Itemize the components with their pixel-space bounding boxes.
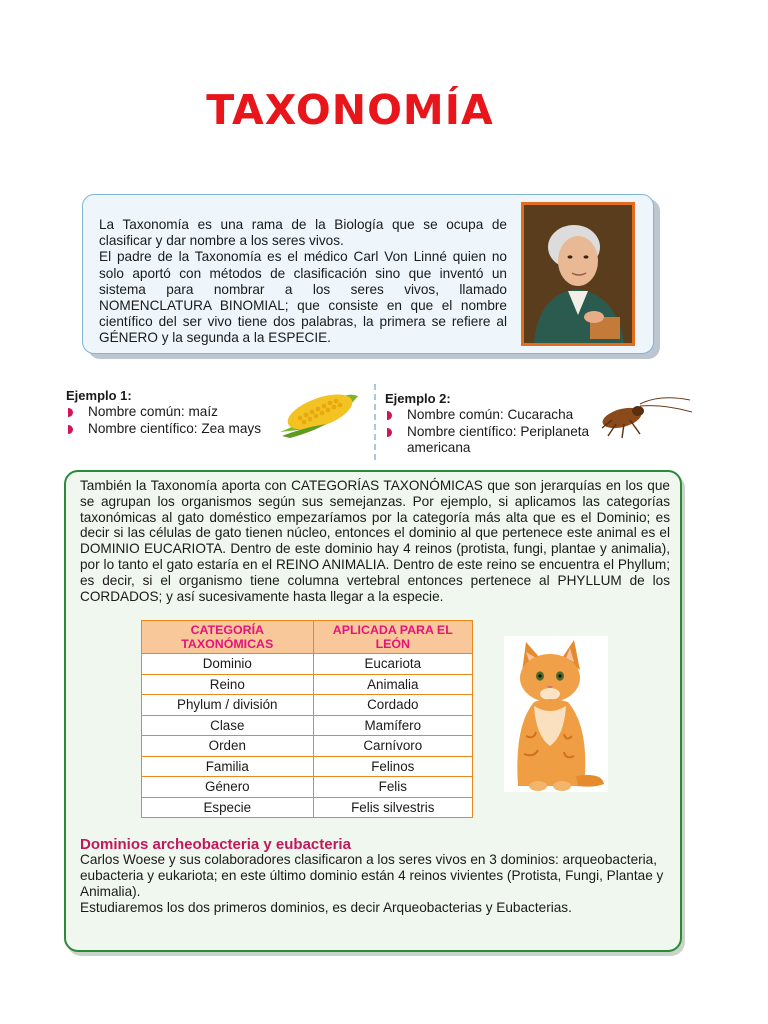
- table-cell: Orden: [142, 736, 314, 757]
- cockroach-image: [600, 390, 692, 440]
- table-row: [142, 756, 473, 777]
- example-2: [385, 391, 605, 457]
- table-cell: Felis silvestris: [313, 797, 472, 818]
- bullet-icon: [387, 411, 392, 420]
- table-row: [142, 654, 473, 675]
- bullet-icon: [68, 408, 73, 417]
- list-item: Nombre común: maíz: [66, 404, 261, 420]
- domains-paragraph-2: Estudiaremos los dos primeros dominios, es decir Arqueobacterias y Eubacterias.: [80, 900, 572, 915]
- divider: [374, 384, 376, 460]
- table-cell: Cordado: [313, 695, 472, 716]
- table-cell: Phylum / división: [142, 695, 314, 716]
- table-cell: Dominio: [142, 654, 314, 675]
- domains-section-text: [80, 852, 674, 916]
- cat-image: [504, 636, 608, 792]
- table-cell: Mamífero: [313, 715, 472, 736]
- linnaeus-portrait: [521, 202, 635, 346]
- bullet-icon: [387, 428, 392, 437]
- table-cell: Familia: [142, 756, 314, 777]
- list-item: Nombre científico: Zea mays: [66, 421, 261, 437]
- bullet-icon: [68, 425, 73, 434]
- table-cell: Felis: [313, 777, 472, 798]
- table-cell: Reino: [142, 674, 314, 695]
- table-cell: Carnívoro: [313, 736, 472, 757]
- domains-paragraph-1: Carlos Woese y sus colaboradores clasificaron a los seres vivos en 3 dominios: arqueobacteria, eubacteria y eukariota; en este último dominio están 4 reinos vivientes (Protista, Fungi, Plantae y Animalia).: [80, 852, 664, 899]
- intro-paragraph-2: El padre de la Taxonomía es el médico Carl Von Linné quien no solo aportó con métodos de clasificación sino que inventó un sistema para nombrar a los seres vivos, llamado NOMENCLATURA BINOMIAL; que consiste en que el nombre científico del ser vivo tiene dos palabras, la primera se refiere al GÉNERO y la segunda a la ESPECIE.: [99, 249, 507, 346]
- table-header: CATEGORÍA TAXONÓMICAS: [142, 621, 314, 654]
- page-title: TAXONOMÍA: [206, 86, 494, 134]
- table-cell: Especie: [142, 797, 314, 818]
- table-row: [142, 736, 473, 757]
- table-cell: Género: [142, 777, 314, 798]
- intro-paragraph-1: La Taxonomía es una rama de la Biología que se ocupa de clasificar y dar nombre a los seres vivos.: [99, 217, 507, 249]
- table-row: [142, 777, 473, 798]
- intro-box: [82, 194, 654, 354]
- intro-text: [99, 217, 507, 347]
- table-cell: Animalia: [313, 674, 472, 695]
- taxonomy-table: [141, 620, 473, 818]
- corn-image: [276, 382, 366, 438]
- table-cell: Clase: [142, 715, 314, 736]
- table-row: [142, 674, 473, 695]
- example-1: [66, 388, 261, 437]
- table-header: APLICADA PARA EL LEÓN: [313, 621, 472, 654]
- table-cell: Eucariota: [313, 654, 472, 675]
- list-item: Nombre común: Cucaracha: [385, 407, 605, 423]
- example-2-heading: Ejemplo 2:: [385, 391, 451, 406]
- table-row: [142, 797, 473, 818]
- categories-paragraph: También la Taxonomía aporta con CATEGORÍAS TAXONÓMICAS que son jerarquías en los que se agrupan los organismos según sus semejanzas. Por ejemplo, si aplicamos las categorías taxonómicas al gato doméstico empezaríamos por la categoría más alta que es el Dominio; es decir si las células de gato tienen núcleo, entonces el dominio al que pertenece este animal es el DOMINIO EUCARIOTA. Dentro de este dominio hay 4 reinos (protista, fungi, plantae y animalia), por lo tanto el gato estaría en el REINO ANIMALIA. Dentro de este reino se encuentra el Phyllum; es decir, si el organismo tiene columna vertebral entonces pertenece al PHYLLUM de los CORDADOS; y así sucesivamente hasta llegar a la especie.: [80, 478, 670, 604]
- main-box: [64, 470, 682, 952]
- table-row: [142, 695, 473, 716]
- domains-section-title: Dominios archeobacteria y eubacteria: [80, 836, 351, 853]
- table-row: [142, 715, 473, 736]
- example-1-heading: Ejemplo 1:: [66, 388, 132, 403]
- list-item: Nombre científico: Periplaneta americana: [385, 424, 605, 457]
- table-cell: Felinos: [313, 756, 472, 777]
